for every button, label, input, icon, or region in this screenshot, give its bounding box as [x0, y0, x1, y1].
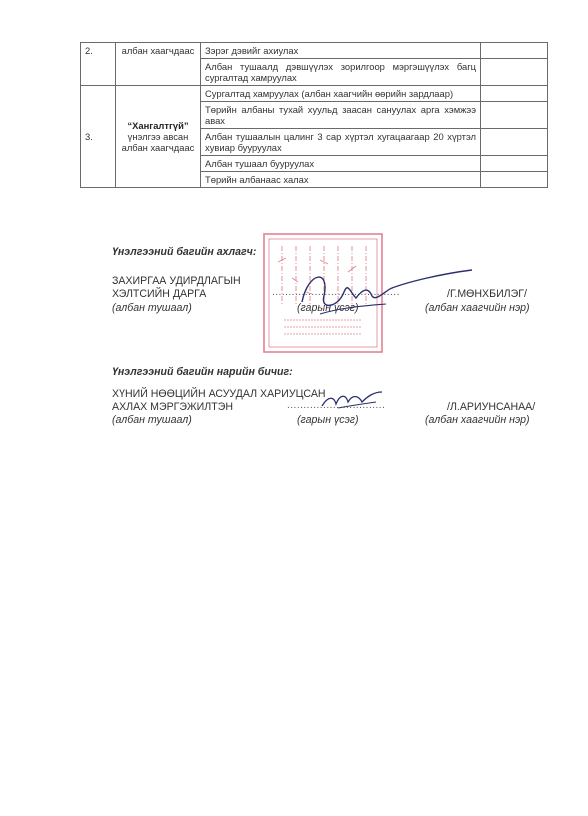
row-number: 2. [81, 43, 116, 86]
team-lead-caption-name: (албан хаагчийн нэр) [425, 302, 530, 314]
action-cell: Албан тушаал бууруулах [201, 156, 481, 172]
action-cell: Төрийн албанаас халах [201, 172, 481, 188]
employee-category [116, 86, 201, 188]
action-cell: Албан тушаалын цалинг 3 сар хүртэл хугацаагаар 20 хүртэл хувиар бууруулах [201, 129, 481, 156]
action-cell: Зэрэг дэвийг ахиулах [201, 43, 481, 59]
empty-cell [481, 156, 548, 172]
secretary-signature-line: .............................. [287, 400, 386, 411]
team-lead-caption-signature: (гарын үсэг) [297, 302, 359, 314]
empty-cell [481, 43, 548, 59]
action-cell: Төрийн албаны тухай хуульд заасан сануулах арга хэмжээ авах [201, 102, 481, 129]
action-cell: Албан тушаалд дэвшүүлэх зорилгоор мэргэшүүлэх багц сургалтад хамруулах [201, 59, 481, 86]
empty-cell [481, 172, 548, 188]
secretary-caption-name: (албан хаагчийн нэр) [425, 414, 530, 426]
team-lead-position-line1: ЗАХИРГАА УДИРДЛАГЫН [112, 275, 241, 287]
team-lead-signature-line: ....................................... [272, 287, 400, 298]
team-lead-name: /Г.МӨНХБИЛЭГ/ [447, 288, 527, 300]
team-lead-position-line2: ХЭЛТСИЙН ДАРГА [112, 288, 207, 300]
empty-cell [481, 129, 548, 156]
row-number: 3. [81, 86, 116, 188]
secretary-caption-position: (албан тушаал) [112, 414, 192, 426]
category-label: үнэлгээ авсан албан хаагчдаас [121, 131, 195, 153]
table-row [81, 43, 548, 59]
secretary-position-line1: ХҮНИЙ НӨӨЦИЙН АСУУДАЛ ХАРИУЦСАН [112, 388, 326, 400]
category-label: албан хаагчдаас [121, 45, 195, 56]
team-lead-caption-position: (албан тушаал) [112, 302, 192, 314]
empty-cell [481, 86, 548, 102]
table-row [81, 86, 548, 102]
evaluation-results-table [80, 42, 548, 188]
team-lead-heading: Үнэлгээний багийн ахлагч: [112, 246, 257, 258]
secretary-name: /Л.АРИУНСАНАА/ [447, 401, 536, 413]
team-lead-signature [290, 262, 480, 322]
secretary-signature [318, 388, 388, 414]
action-cell: Сургалтад хамруулах (албан хаагчийн өөрийн зардлаар) [201, 86, 481, 102]
empty-cell [481, 102, 548, 129]
category-rating: “Хангалтгүй” [127, 120, 189, 131]
secretary-caption-signature: (гарын үсэг) [297, 414, 359, 426]
employee-category [116, 43, 201, 86]
secretary-position-line2: АХЛАХ МЭРГЭЖИЛТЭН [112, 401, 233, 413]
secretary-heading: Үнэлгээний багийн нарийн бичиг: [112, 366, 293, 378]
empty-cell [481, 59, 548, 86]
